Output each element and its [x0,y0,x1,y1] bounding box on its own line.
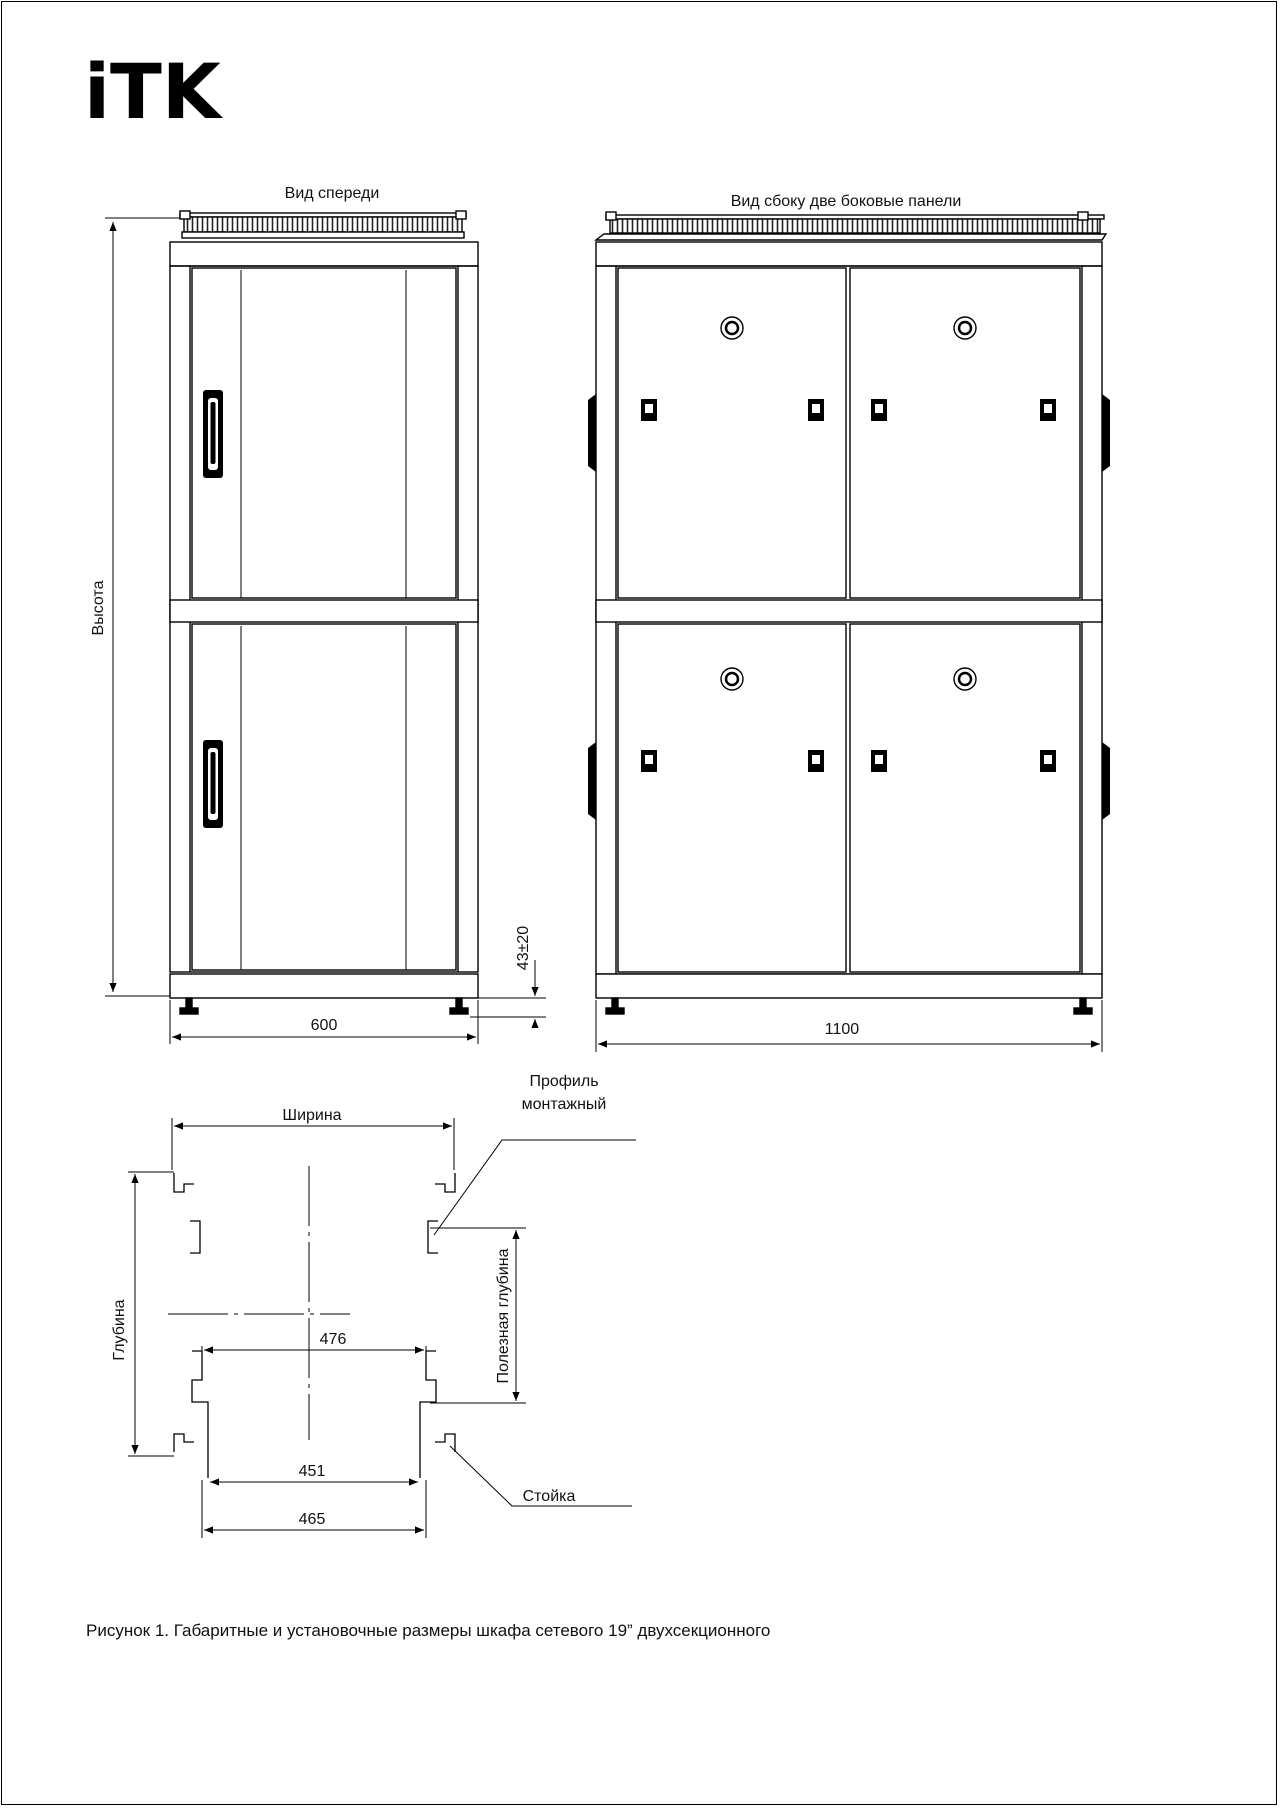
front-view-title: Вид спереди [284,185,380,202]
useful-depth-label: Полезная глубина [495,1248,512,1384]
itk-logo: iTK [84,47,221,136]
front-door-handle-lower [203,740,223,828]
leg-height-value: 43±20 [515,925,532,971]
dimension-476 [202,1346,426,1352]
dimension-465 [202,1480,426,1538]
post-callout-label: Стойка [522,1488,576,1505]
figure-caption: Рисунок 1. Габаритные и установочные размеры шкафа сетевого 19” двухсекционного [86,1621,771,1640]
side-view [596,212,1106,1014]
profile-callout-line1: Профиль [529,1073,599,1090]
front-door-handle-upper [203,390,223,478]
profile-callout-line2: монтажный [521,1096,607,1113]
front-width-value: 600 [310,1017,338,1034]
side-view-title: Вид сбоку две боковые панели [730,193,962,210]
dimension-451-value: 451 [298,1463,326,1480]
plan-view [174,1173,455,1478]
plan-center-lines [168,1166,350,1440]
height-label: Высота [90,580,107,636]
dimension-465-value: 465 [298,1511,326,1528]
leg-height-dimension [470,960,546,1028]
height-dimension [105,218,180,996]
plan-width-label: Ширина [282,1107,342,1124]
plan-depth-dimension [128,1172,174,1456]
plan-width-dimension [172,1118,454,1170]
profile-callout-leader [434,1140,636,1235]
dimension-476-value: 476 [319,1331,347,1348]
plan-depth-label: Глубина [111,1299,128,1361]
front-view [170,211,478,1014]
side-depth-value: 1100 [824,1021,860,1038]
